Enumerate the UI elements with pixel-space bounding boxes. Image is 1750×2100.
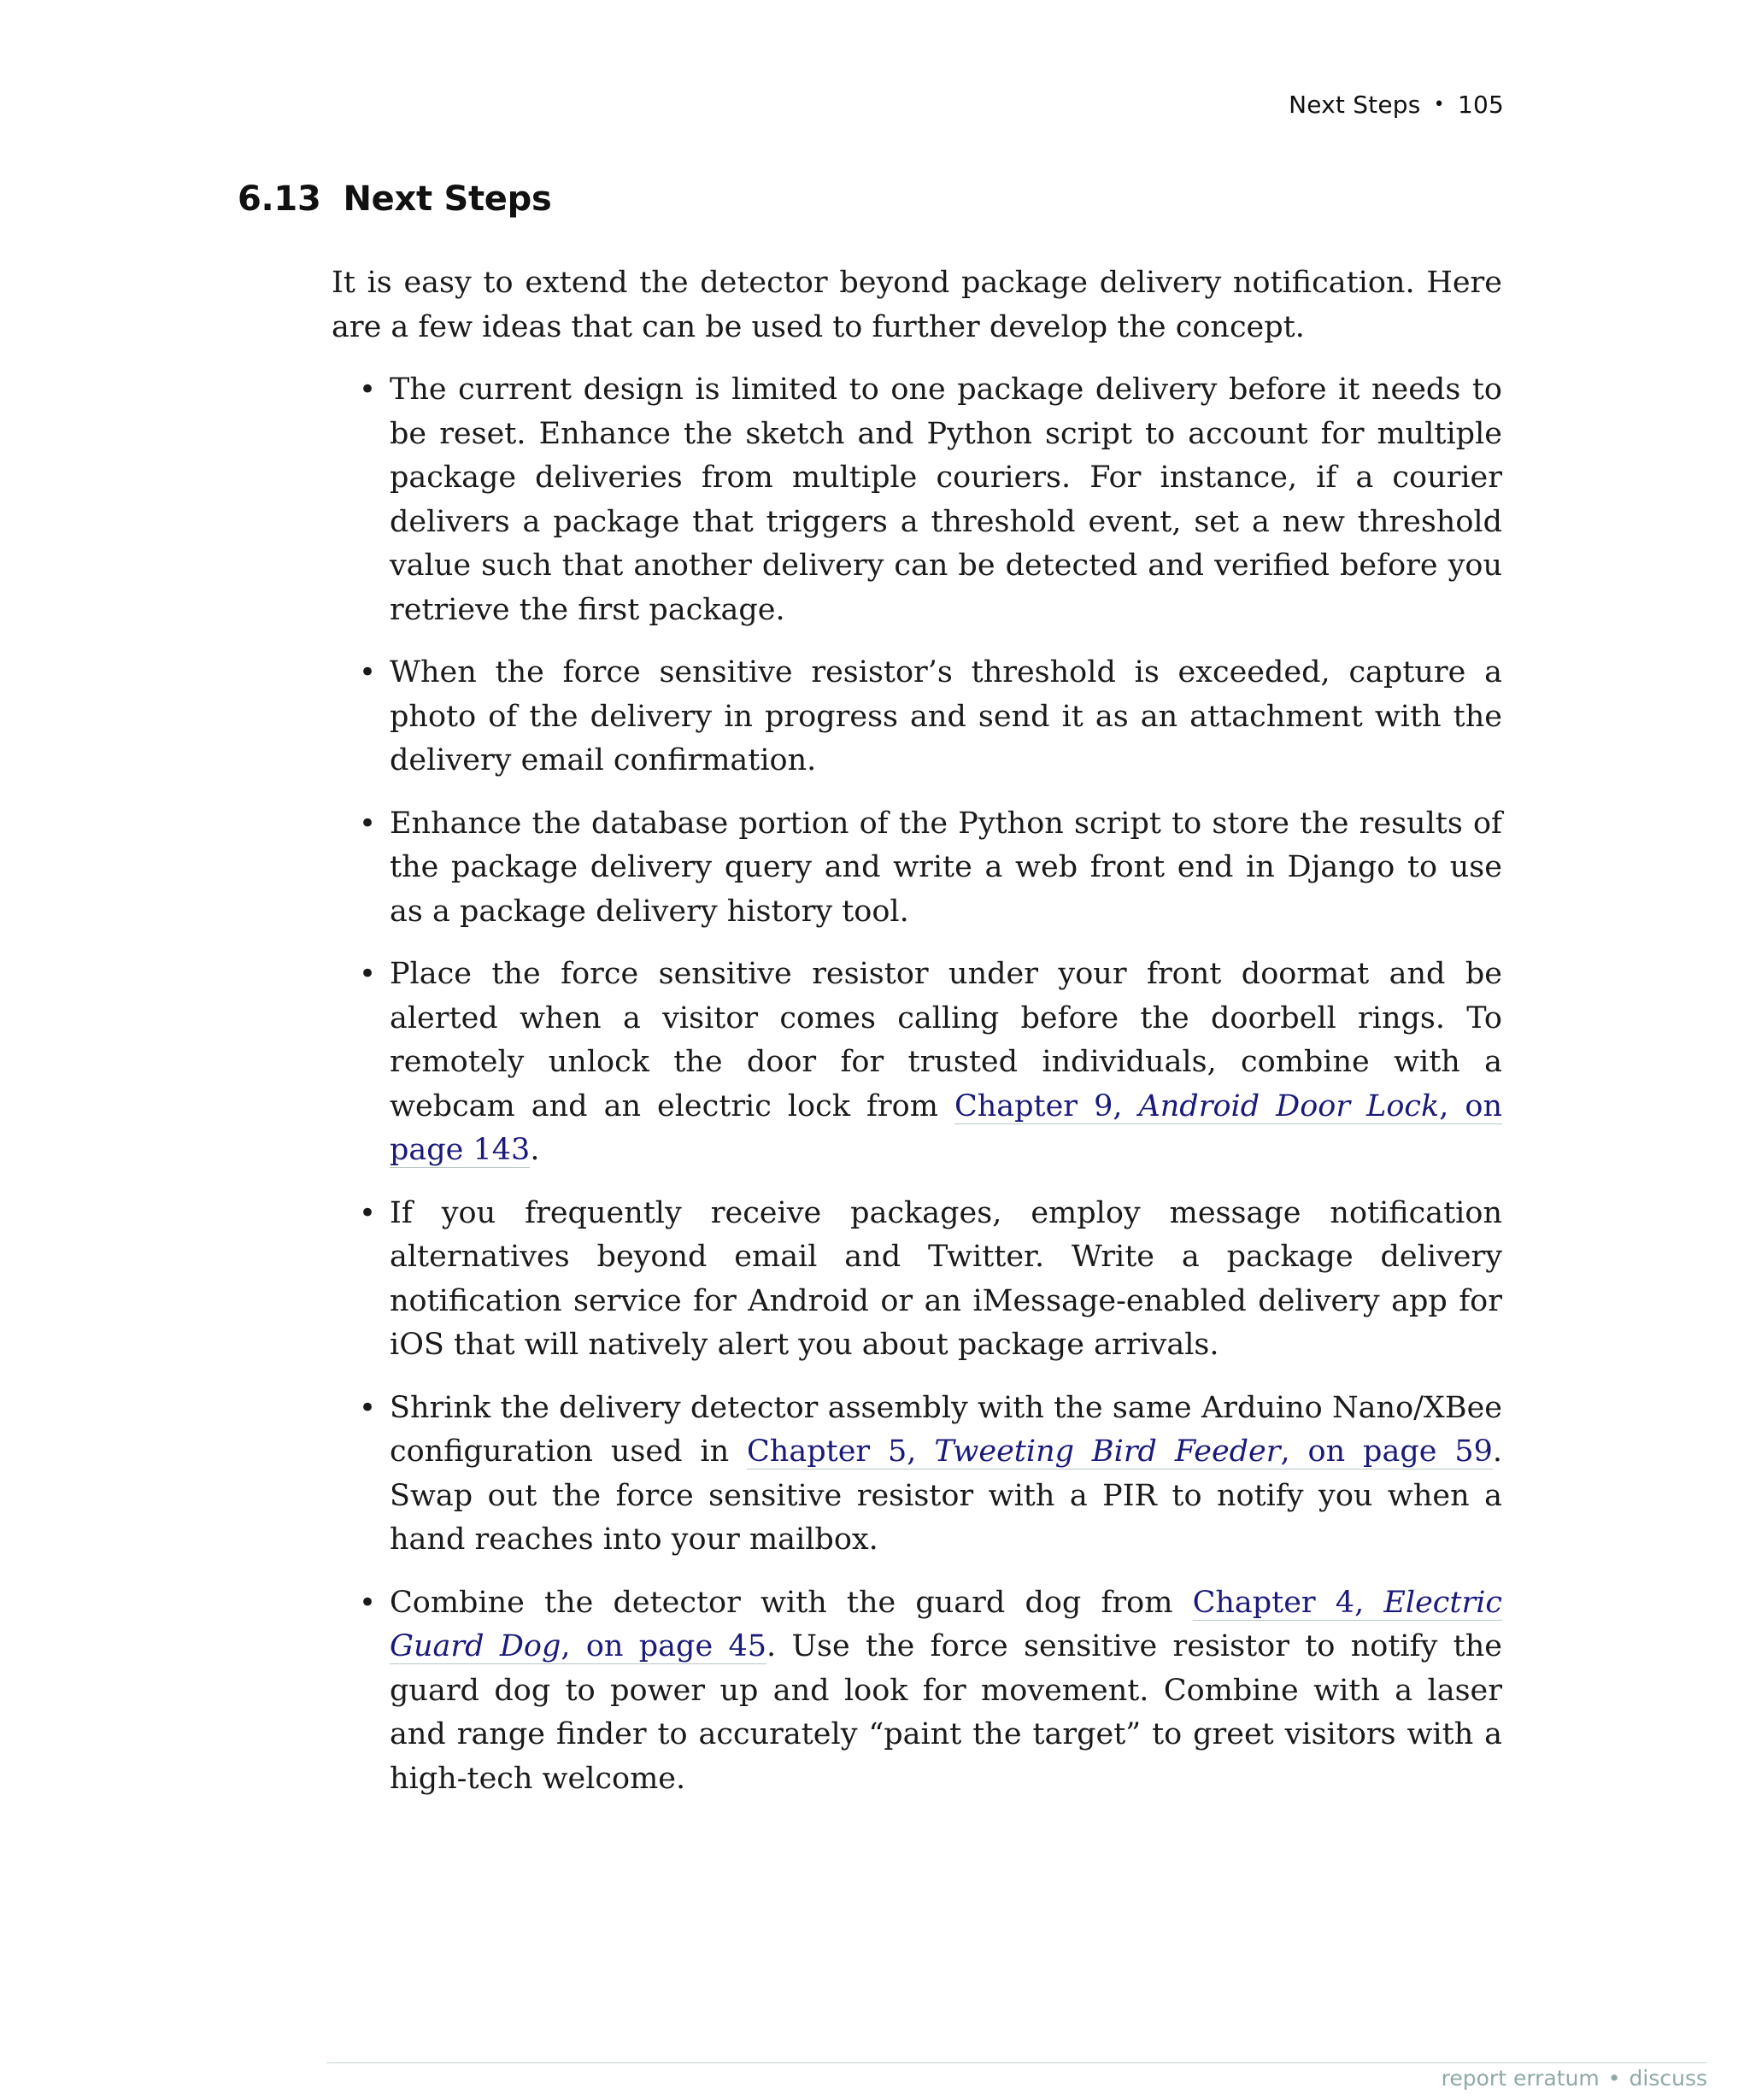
list-item-text: Combine the detector with the guard dog from bbox=[390, 1585, 1193, 1620]
section-number: 6.13 bbox=[238, 179, 321, 219]
list-item-text: Place the force sensitive resistor under your front doormat and be alerted when a visitor comes calling before the doorbell rings. To remotely unlock the door for trusted individuals, combine with a webcam and an electric lock from bbox=[390, 957, 1502, 1123]
list-item-text-after: . Swap out the force sensitive resistor with a PIR to notify you when a hand reaches into your mailbox. bbox=[390, 1434, 1503, 1557]
running-title: Next Steps bbox=[1289, 91, 1421, 119]
list-item-text: The current design is limited to one package delivery before it needs to be reset. Enhance the sketch and Python script to account for multiple package deliveries from multiple couriers. For instance, if a courier delivers a package that triggers a threshold event, set a new threshold value such that another delivery can be detected and verified before you retrieve the first package. bbox=[390, 372, 1502, 627]
bullet-dot: • bbox=[359, 806, 377, 841]
link-title: Electric Guard Dog bbox=[390, 1585, 1502, 1663]
list-item-text-after: . bbox=[530, 1133, 540, 1167]
discuss-link[interactable]: discuss bbox=[1629, 2066, 1707, 2091]
section-title: Next Steps bbox=[343, 179, 552, 219]
bullet-dot: • bbox=[359, 1585, 377, 1620]
list-item-text: Shrink the delivery detector assembly with the same Arduino Nano/XBee configuration used in bbox=[390, 1390, 1502, 1469]
intro-paragraph: It is easy to extend the detector beyond package delivery notification. Here are a few ideas that can be used to further develop the concept. bbox=[332, 266, 1502, 344]
link-title: Tweeting Bird Feeder bbox=[934, 1434, 1281, 1469]
bullet-dot: • bbox=[359, 1195, 377, 1230]
link-chapter-5-tweeting-bird-feeder[interactable] bbox=[747, 1434, 1493, 1469]
bullet-dot: • bbox=[359, 372, 377, 407]
list-item bbox=[359, 1581, 1502, 1802]
list-item bbox=[359, 368, 1502, 632]
section-heading bbox=[238, 179, 551, 219]
bullet-dot: • bbox=[359, 1390, 377, 1425]
bullet-dot: • bbox=[359, 655, 377, 689]
list-item-text: When the force sensitive resistor’s threshold is exceeded, capture a photo of the delivery in progress and send it as an attachment with the delivery email confirmation. bbox=[390, 655, 1502, 777]
link-suffix: , on page 143 bbox=[390, 1088, 1502, 1167]
link-suffix: , on page 59 bbox=[1280, 1434, 1493, 1469]
footer-rule bbox=[326, 2062, 1707, 2063]
list-item bbox=[359, 1387, 1503, 1563]
link-suffix: , on page 45 bbox=[561, 1629, 767, 1663]
page-footer bbox=[1442, 2066, 1707, 2091]
link-prefix: Chapter 4, bbox=[1192, 1585, 1384, 1620]
report-erratum-link[interactable]: report erratum bbox=[1441, 2066, 1600, 2091]
ideas-list bbox=[332, 368, 1502, 1801]
list-item-text: If you frequently receive packages, employ message notification alternatives beyond email and Twitter. Write a package delivery notification service for Android or an iMessage-enabled delivery app for iOS that will natively alert you about package arrivals. bbox=[390, 1195, 1502, 1362]
list-item bbox=[359, 802, 1502, 935]
body-content bbox=[332, 261, 1502, 1820]
list-item bbox=[359, 1192, 1502, 1368]
link-prefix: Chapter 5, bbox=[747, 1434, 935, 1469]
running-head-separator: • bbox=[1433, 94, 1445, 115]
bullet-dot: • bbox=[359, 957, 377, 991]
list-item bbox=[359, 651, 1502, 783]
running-head bbox=[1289, 91, 1504, 119]
link-prefix: Chapter 9, bbox=[954, 1088, 1139, 1123]
list-item-text-after: . Use the force sensitive resistor to notify the guard dog to power up and look for movement. Combine with a laser and range finder to accurately “paint the target” to greet visitors with a high-tech welcome. bbox=[390, 1629, 1502, 1796]
list-item-text: Enhance the database portion of the Python script to store the results of the package delivery query and write a web front end in Django to use as a package delivery history tool. bbox=[390, 806, 1502, 929]
list-item bbox=[359, 953, 1502, 1173]
footer-separator: • bbox=[1607, 2066, 1621, 2091]
link-title: Android Door Lock bbox=[1138, 1088, 1440, 1123]
page-number: 105 bbox=[1457, 91, 1504, 119]
